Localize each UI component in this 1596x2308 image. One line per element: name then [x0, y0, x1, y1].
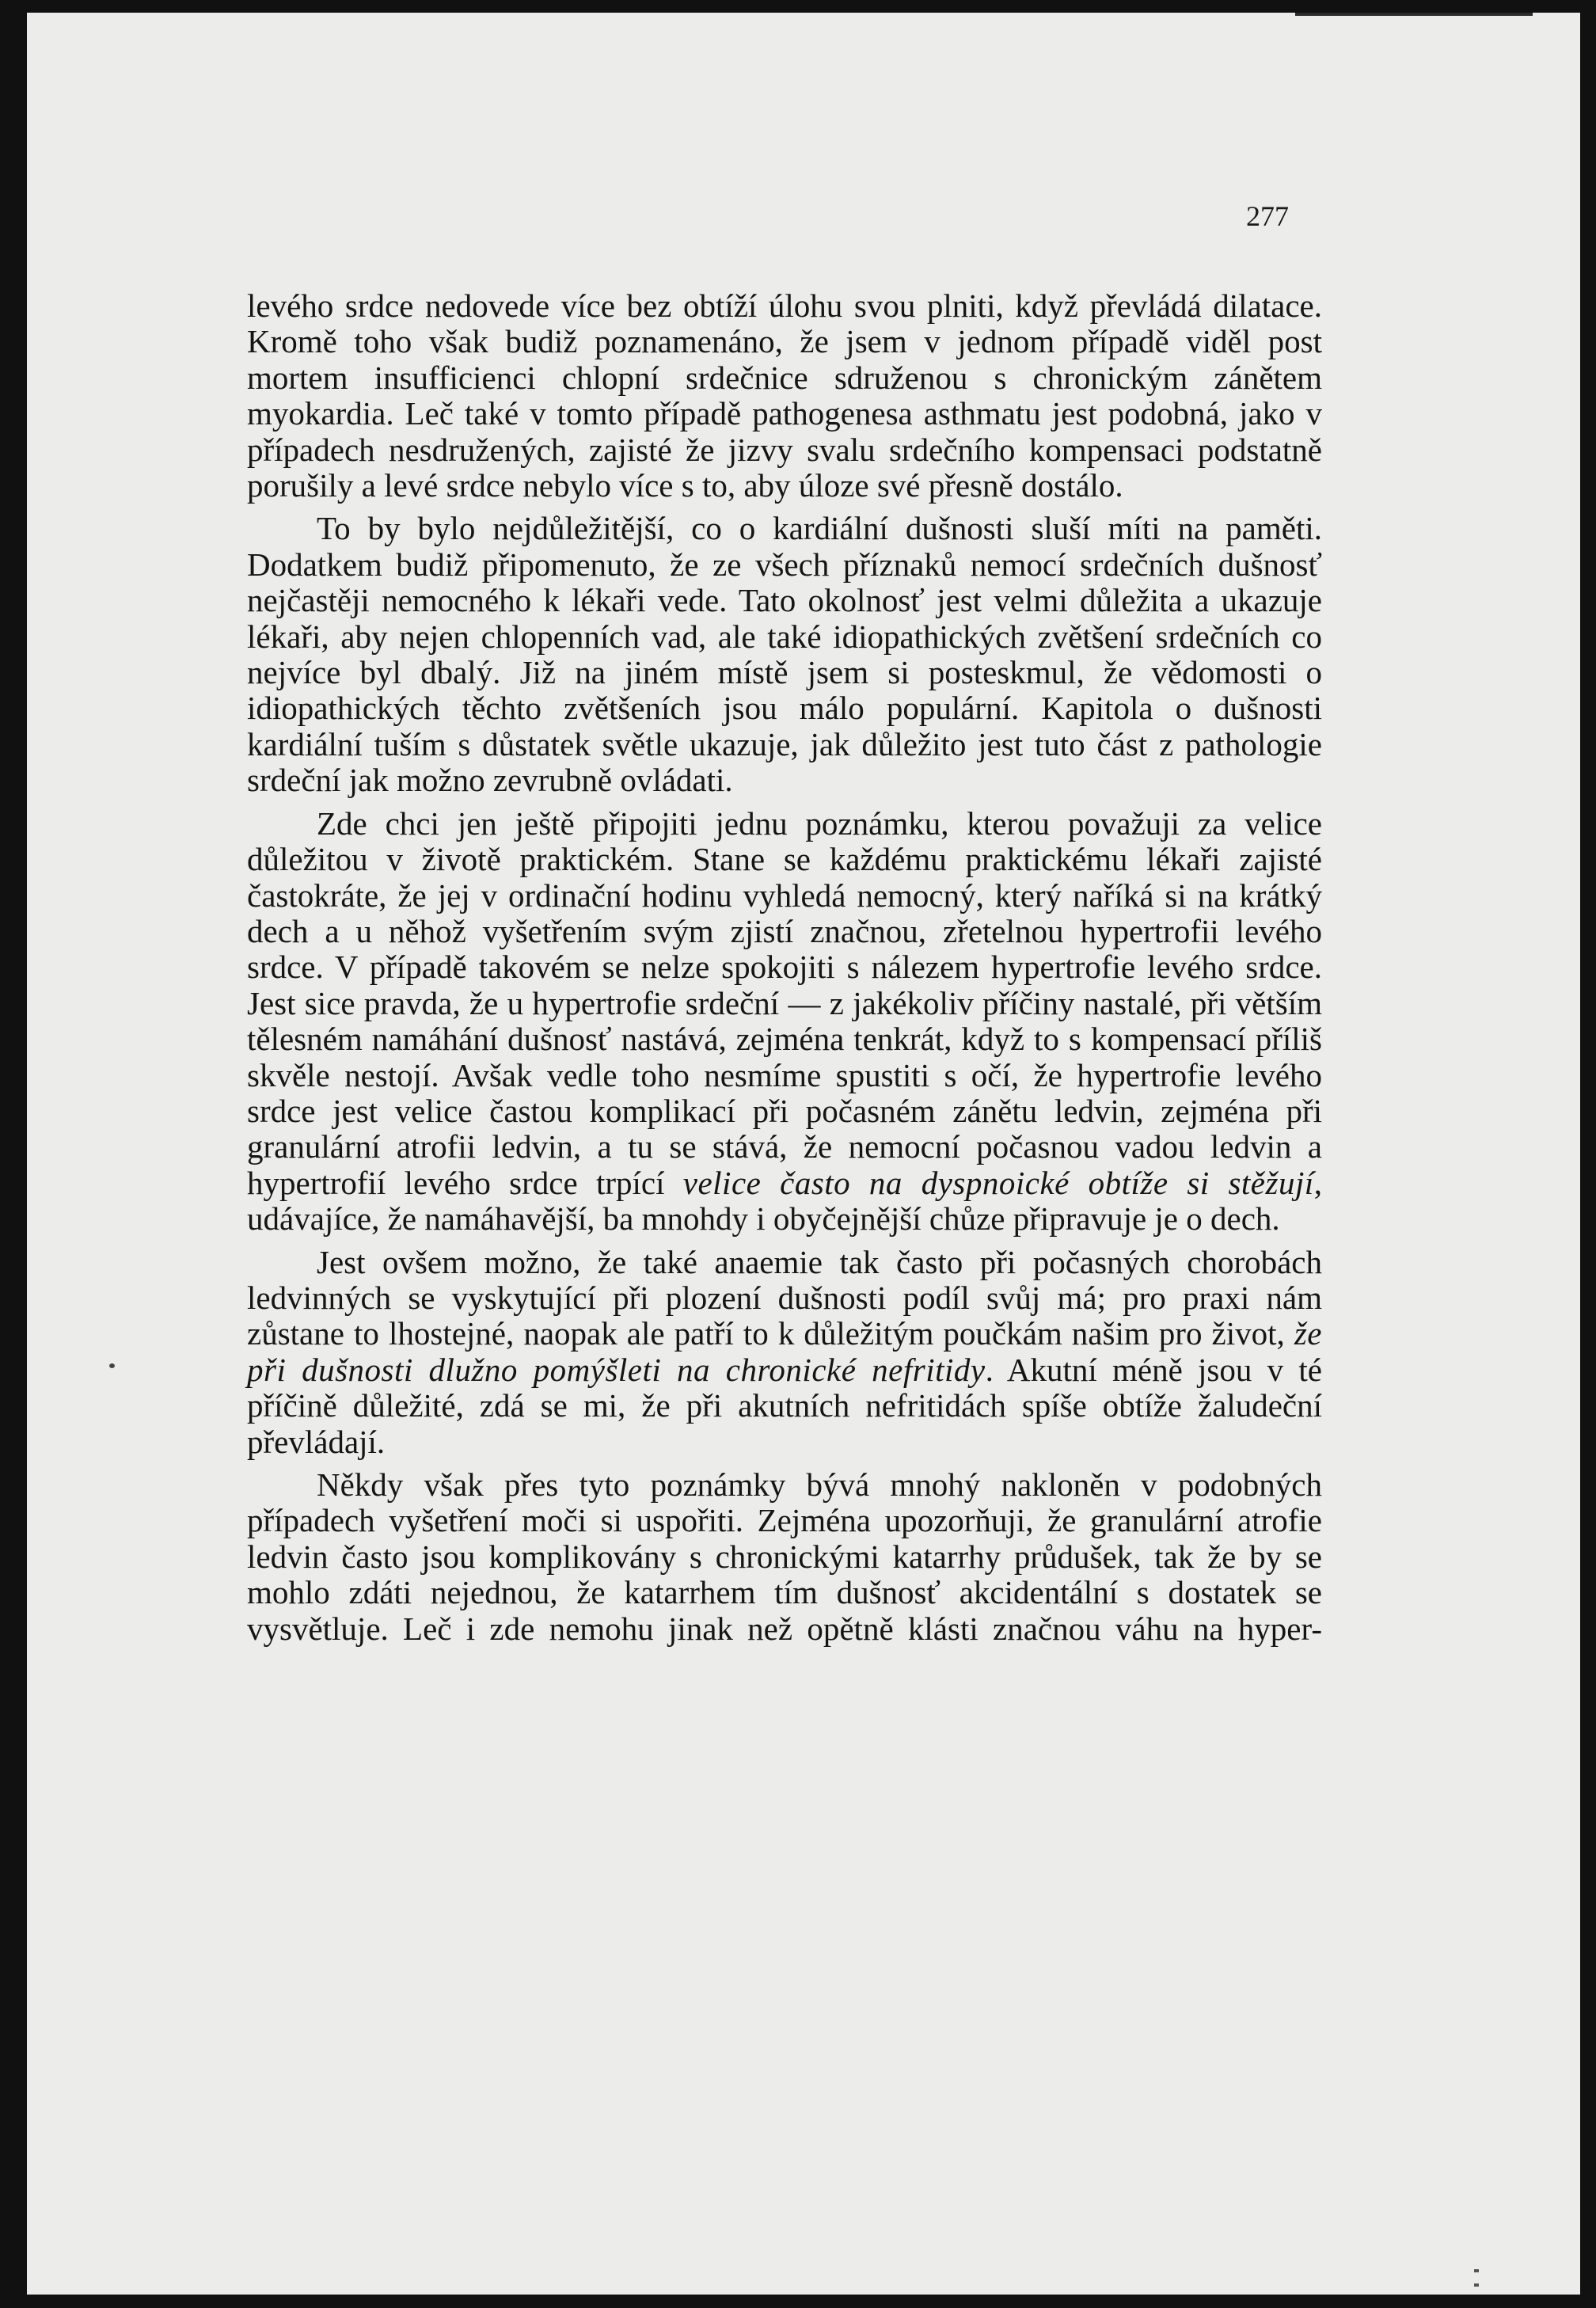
paragraph-4-emphasis: že při dušnosti dlužno pomýšleti na chronické nefritidy — [247, 1315, 1322, 1388]
paragraph-4-text-before: Jest ovšem možno, že také anaemie tak často při počasných chorobách ledvinných se vyskytující při plození dušnosti podíl svůj má; pro praxi nám zůstane to lhostejné, naopak ale patří to k důležitým poučkám našim pro život, — [247, 1243, 1322, 1352]
scan-corner-mark — [1474, 2269, 1479, 2287]
paragraph-2: To by bylo nejdůležitější, co o kardiální dušnosti sluší míti na paměti. Dodatkem budiž připomenuto, že ze všech příznaků nemocí srdečních dušnosť nejčastěji nemocného k lékaři vede. Tato okolnosť jest velmi důležita a ukazuje lékaři, aby nejen chlopenních vad, ale také idiopathických zvětšení srdečních co nejvíce byl dbalý. Již na jiném místě jsem si posteskmul, že vědomosti o idiopathických těchto zvětšeních jsou málo populární. Kapitola o dušnosti kardiální tuším s důstatek světle ukazuje, jak důležito jest tuto část z pathologie srdeční jak možno zevrubně ovládati. — [247, 510, 1322, 799]
body-text — [247, 288, 1322, 1647]
paragraph-3-emphasis: velice často na dyspnoické obtíže si stěžují — [682, 1164, 1314, 1201]
scan-speck — [109, 1363, 115, 1368]
page-number: 277 — [1246, 200, 1289, 232]
paragraph-3-text-after: , udávajíce, že namáhavější, ba mnohdy i obyčejnější chůze připravuje je o dech. — [247, 1164, 1322, 1238]
paragraph-3 — [247, 806, 1322, 1238]
paragraph-4-text-after: . Akutní méně jsou v té příčině důležité, zdá se mi, že při akutních nefritidách spíše obtíže žaludeční převládají. — [247, 1351, 1322, 1460]
scanned-page — [27, 13, 1580, 2295]
scan-edge-mark — [1295, 13, 1533, 16]
paragraph-1: levého srdce nedovede více bez obtíží úlohu svou plniti, když převládá dilatace. Kromě toho však budiž poznamenáno, že jsem v jednom případě viděl post mortem insufficienci chlopní srdečnice sdruženou s chronickým zánětem myokardia. Leč také v tomto případě pathogenesa asthmatu jest podobná, jako v případech nesdružených, zajisté že jizvy svalu srdečního kompensaci podstatně porušily a levé srdce nebylo více s to, aby úloze své přesně dostálo. — [247, 287, 1322, 504]
paragraph-3-text-before: Zde chci jen ještě připojiti jednu poznámku, kterou považuji za velice důležitou v životě praktickém. Stane se každému praktickému lékaři zajisté častokráte, že jej v ordinační hodinu vyhledá nemocný, který naříká si na krátký dech a u něhož vyšetřením svým zjistí značnou, zřetelnou hypertrofii levého srdce. V případě takovém se nelze spokojiti s nálezem hypertrofie levého srdce. Jest sice pravda, že u hypertrofie srdeční — z jakékoliv příčiny nastalé, při větším tělesném namáhání dušnosť nastává, zejména tenkrát, když to s kompensací příliš skvěle nestojí. Avšak vedle toho nesmíme spustiti s očí, že hypertrofie levého srdce jest velice častou komplikací při počasném zánětu ledvin, zejména při granulární atrofii ledvin, a tu se stává, že nemocní počasnou vadou ledvin a hypertrofií levého srdce trpící — [247, 804, 1322, 1201]
paragraph-5: Někdy však přes tyto poznámky bývá mnohý nakloněn v podobných případech vyšetření moči si uspořiti. Zejména upozorňuji, že granulární atrofie ledvin často jsou komplikovány s chronickými katarrhy průdušek, tak že by se mohlo zdáti nejednou, že katarrhem tím dušnosť akcidentální s dostatek se vysvětluje. Leč i zde nemohu jinak než opětně klásti značnou váhu na hyper- — [247, 1466, 1322, 1647]
paragraph-4 — [247, 1245, 1322, 1460]
